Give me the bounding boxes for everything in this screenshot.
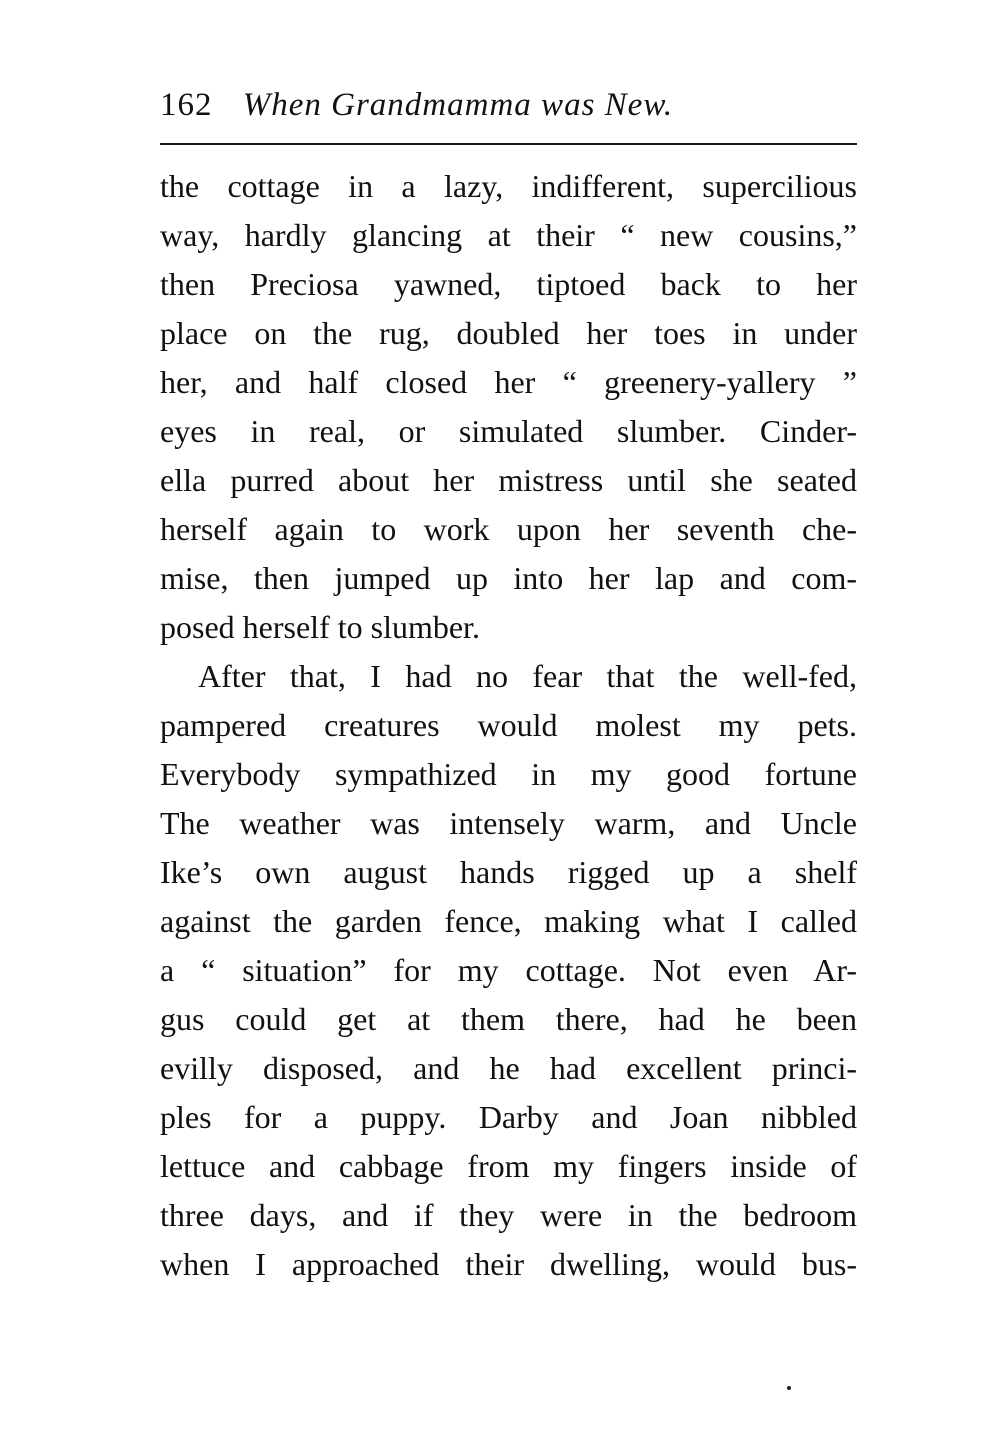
text-line: against the garden fence, making what I called: [160, 903, 857, 939]
text-line: The weather was intensely warm, and Uncle: [160, 805, 857, 841]
text-line: a “ situation” for my cottage. Not even Ar-: [160, 952, 857, 988]
text-line: three days, and if they were in the bedroom: [160, 1197, 857, 1233]
text-line: Everybody sympathized in my good fortune: [160, 756, 857, 792]
page-number: 162: [160, 87, 213, 123]
body-text: [160, 162, 857, 1289]
text-line: her, and half closed her “ greenery-yallery ”: [160, 364, 857, 400]
text-line: gus could get at them there, had he been: [160, 1001, 857, 1037]
text-line: lettuce and cabbage from my fingers inside of: [160, 1148, 857, 1184]
text-line: evilly disposed, and he had excellent princi-: [160, 1050, 857, 1086]
text-line: then Preciosa yawned, tiptoed back to her: [160, 266, 857, 302]
book-title: When Grandmamma was New.: [242, 87, 674, 123]
text-line: herself again to work upon her seventh che-: [160, 511, 857, 547]
text-line: ples for a puppy. Darby and Joan nibbled: [160, 1099, 857, 1135]
text-line: the cottage in a lazy, indifferent, supercilious: [160, 168, 857, 204]
header-rule: [160, 143, 857, 145]
text-line: eyes in real, or simulated slumber. Cinder-: [160, 413, 857, 449]
text-line: After that, I had no fear that the well-fed,: [198, 658, 857, 694]
text-line: Ike’s own august hands rigged up a shelf: [160, 854, 857, 890]
paragraph-2: [160, 652, 857, 1289]
paragraph-1: [160, 162, 857, 652]
text-line: posed herself to slumber.: [160, 609, 480, 645]
ink-speck: [787, 1386, 791, 1390]
running-head: [160, 80, 860, 130]
text-line: mise, then jumped up into her lap and com-: [160, 560, 857, 596]
text-line: ella purred about her mistress until she seated: [160, 462, 857, 498]
text-line: place on the rug, doubled her toes in under: [160, 315, 857, 351]
text-line: way, hardly glancing at their “ new cousins,”: [160, 217, 857, 253]
text-line: pampered creatures would molest my pets.: [160, 707, 857, 743]
text-line: when I approached their dwelling, would bus-: [160, 1246, 857, 1282]
